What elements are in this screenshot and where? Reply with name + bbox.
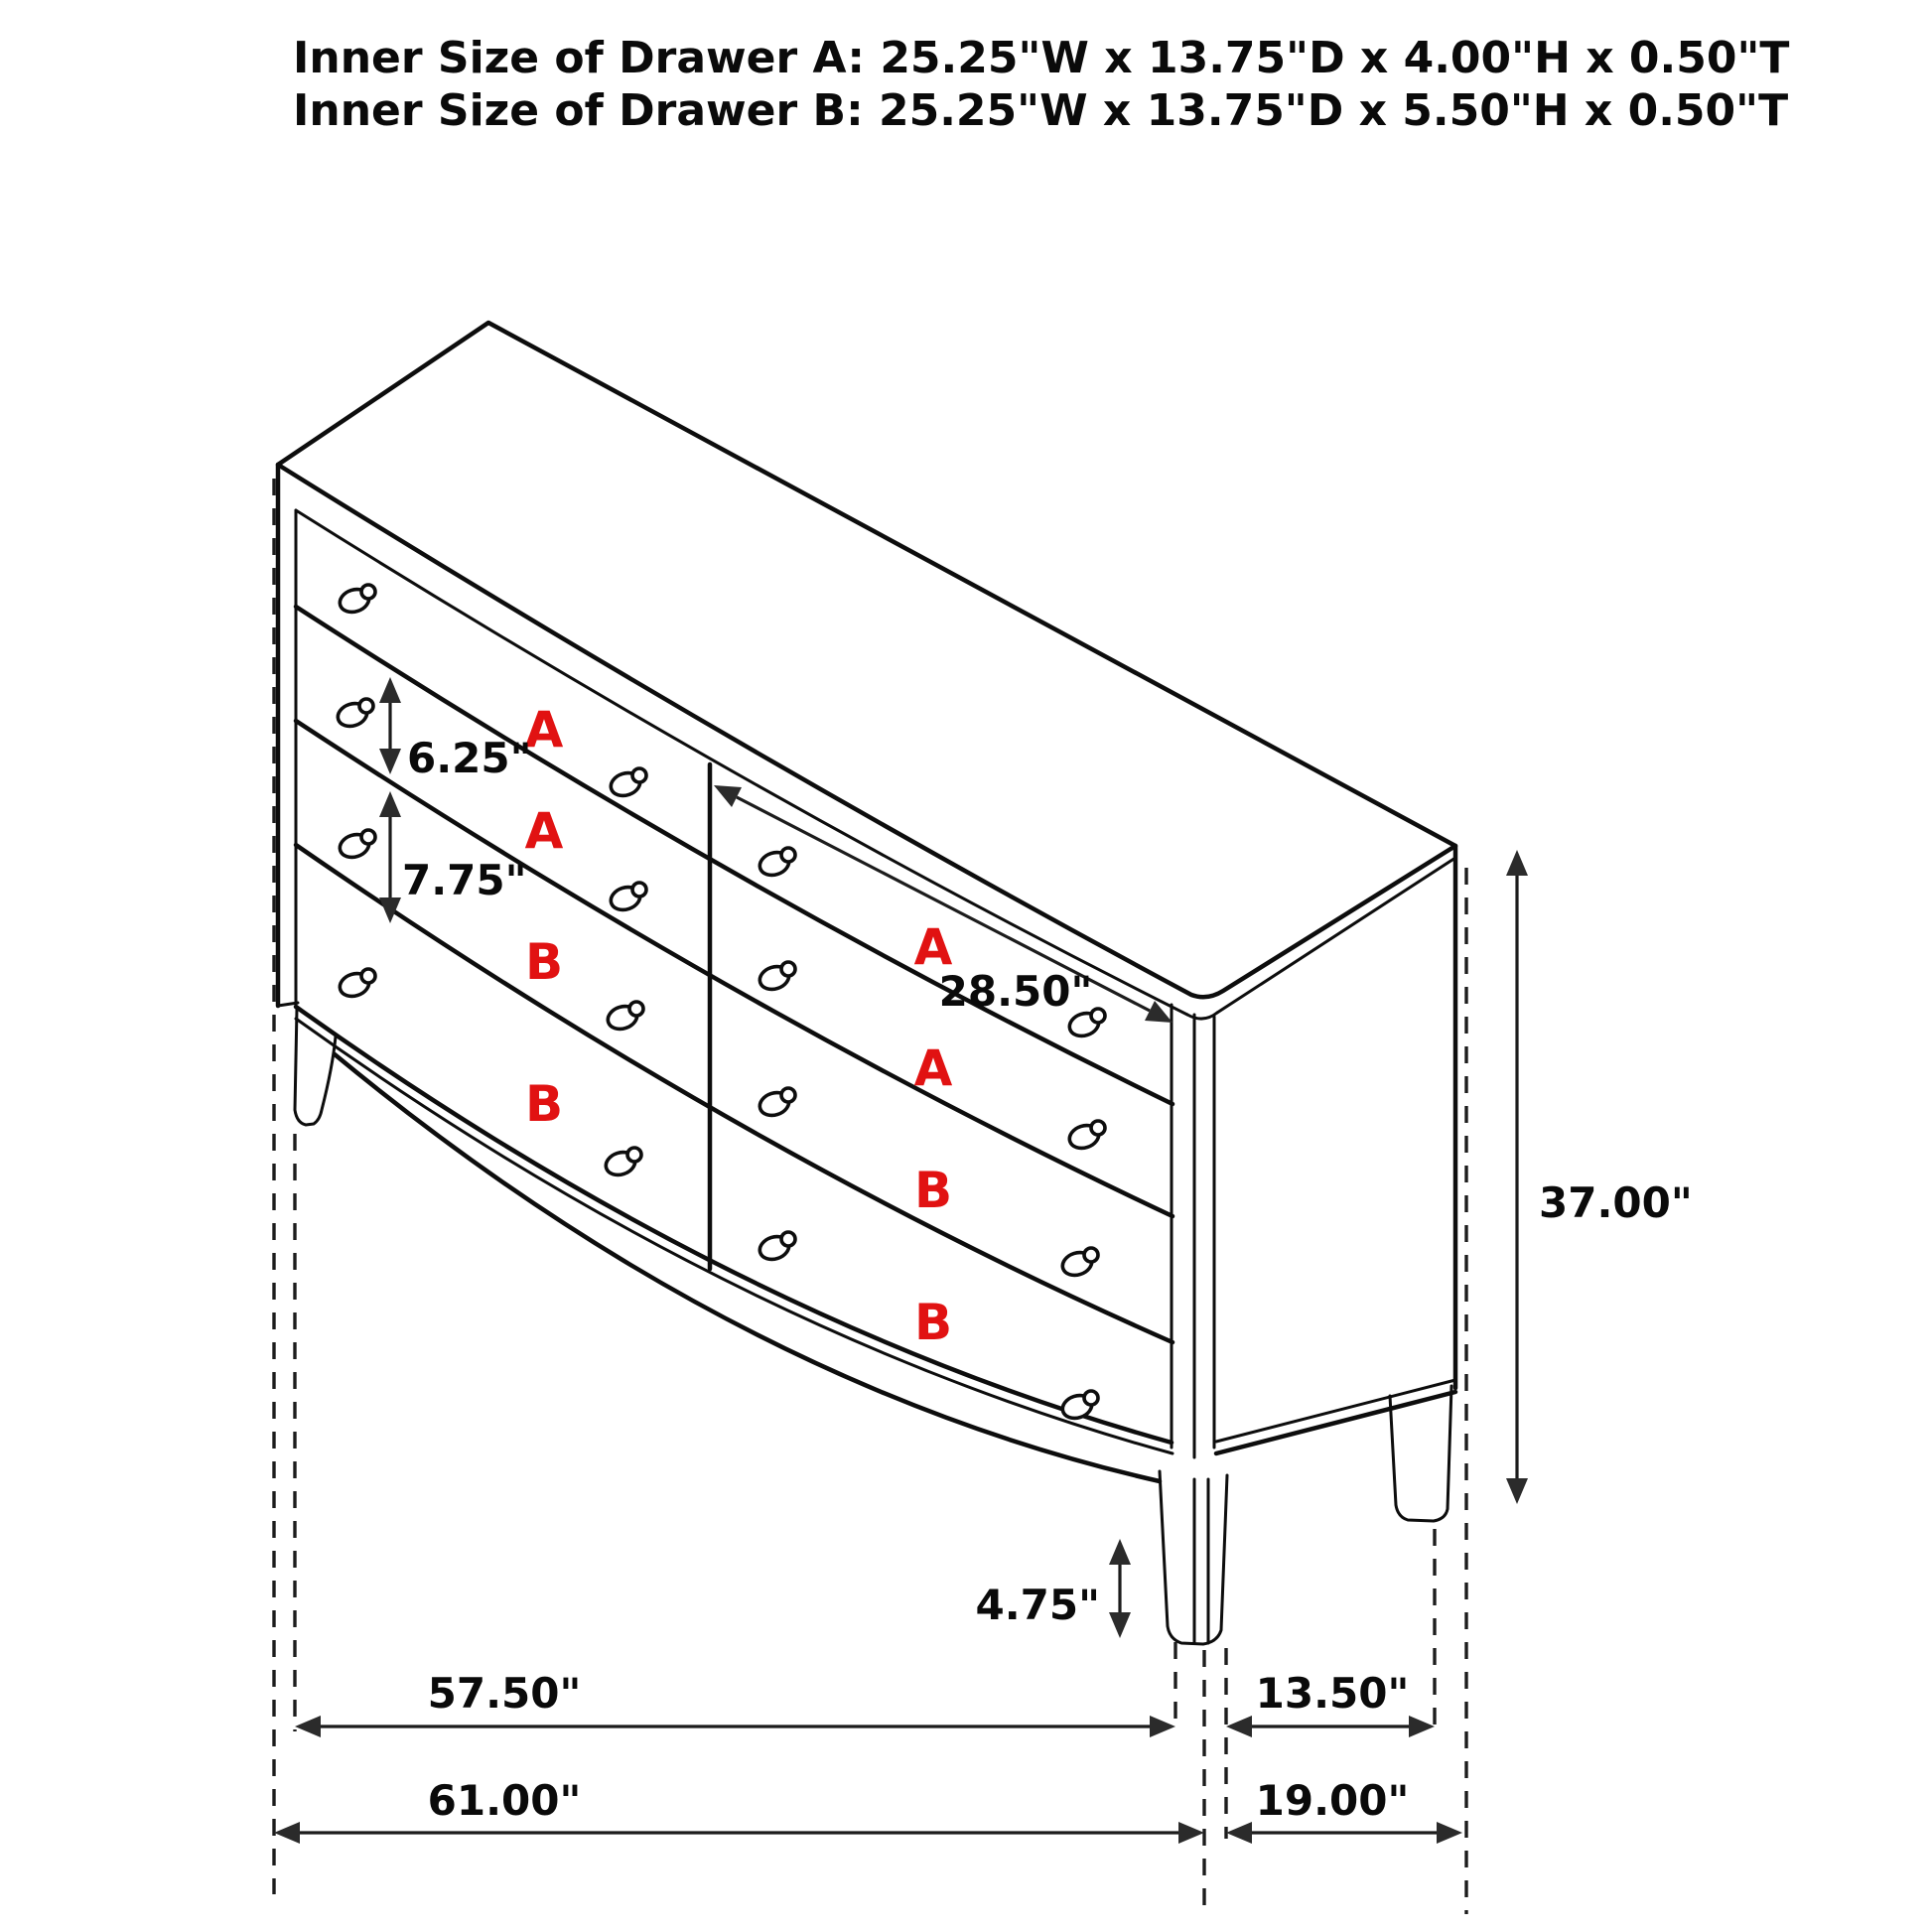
front-left-leg xyxy=(295,1009,336,1125)
knob-icon xyxy=(757,1232,795,1263)
dimension-label-13-50: 13.50" xyxy=(1255,1669,1410,1718)
knob-icon xyxy=(757,962,795,993)
knob-icon xyxy=(337,585,375,616)
title-line-2: Inner Size of Drawer B: 25.25"W x 13.75"D x 5.50"H x 0.50"T xyxy=(293,85,1789,136)
dimension-leg-height xyxy=(975,1539,1131,1638)
dimension-drawer-b-height xyxy=(379,791,527,923)
drawer-label-left-1: A xyxy=(524,701,564,759)
dresser-drawing xyxy=(278,323,1455,1644)
dimension-label-4-75: 4.75" xyxy=(975,1581,1100,1629)
knob-icon xyxy=(1059,1248,1098,1279)
knob-icon xyxy=(757,1088,795,1119)
knob-icon xyxy=(337,969,375,1000)
dimension-label-19-00: 19.00" xyxy=(1255,1776,1410,1825)
dimension-label-6-25: 6.25" xyxy=(407,734,532,782)
side-panel-bottom-edge xyxy=(1216,1392,1455,1453)
drawer-label-right-1: A xyxy=(913,918,953,976)
drawer-label-right-4: B xyxy=(913,1294,953,1351)
knob-icon xyxy=(337,830,375,861)
knob-icon xyxy=(757,848,795,879)
dimension-label-37-00: 37.00" xyxy=(1539,1178,1693,1227)
dimension-overall-depth xyxy=(1226,1776,1462,1844)
dimension-side-leg-span xyxy=(1226,1669,1435,1737)
dimension-label-7-75: 7.75" xyxy=(402,856,527,904)
dimension-front-leg-span xyxy=(295,1669,1175,1737)
drawer-divider-curve-3 xyxy=(296,845,1173,1342)
drawer-label-left-2: A xyxy=(524,802,564,860)
dimension-label-28-50: 28.50" xyxy=(938,967,1093,1016)
title-line-1: Inner Size of Drawer A: 25.25"W x 13.75"D x 4.00"H x 0.50"T xyxy=(293,33,1790,83)
dimension-label-61-00: 61.00" xyxy=(427,1776,582,1825)
dimension-overall-width xyxy=(274,1776,1204,1844)
knob-icon xyxy=(335,699,373,730)
bottom-rail-top-edge xyxy=(296,1007,1172,1443)
drawer-label-right-2: A xyxy=(913,1039,953,1097)
drawer-label-left-4: B xyxy=(524,1075,564,1133)
knob-icon xyxy=(603,1148,641,1178)
bottom-rail-mid-edge xyxy=(296,1019,1173,1453)
side-panel-bottom-band-top xyxy=(1216,1380,1455,1442)
knob-icon xyxy=(608,883,646,913)
knob-icon xyxy=(605,1002,643,1033)
dimension-label-57-50: 57.50" xyxy=(427,1669,582,1718)
drawer-label-right-3: B xyxy=(913,1162,953,1219)
dimension-overall-height xyxy=(1506,850,1693,1504)
dimension-drawer-a-height xyxy=(379,677,532,782)
drawer-label-left-3: B xyxy=(524,933,564,991)
knob-icon xyxy=(1066,1121,1105,1152)
knob-icon xyxy=(608,768,646,799)
